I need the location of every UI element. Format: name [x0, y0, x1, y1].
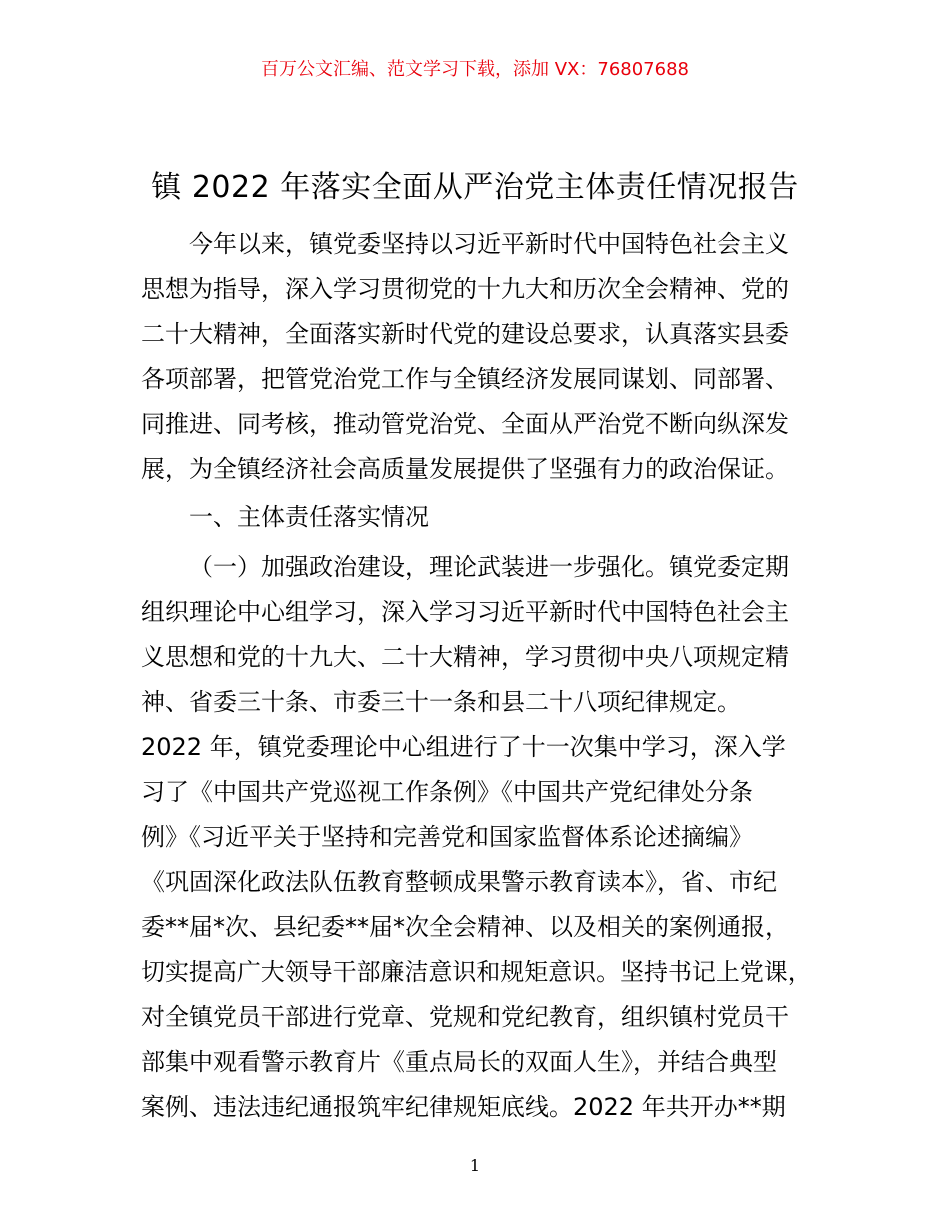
paragraph-line: 各项部署，把管党治党工作与全镇经济发展同谋划、同部署、: [141, 365, 789, 393]
paragraph-line: 义思想和党的十九大、二十大精神，学习贯彻中央八项规定精: [141, 643, 789, 671]
paragraph-line: 展，为全镇经济社会高质量发展提供了坚强有力的政治保证。: [141, 455, 789, 483]
paragraph-line: 今年以来，镇党委坚持以习近平新时代中国特色社会主义: [189, 230, 789, 258]
paragraph-line: 同推进、同考核，推动管党治党、全面从严治党不断向纵深发: [141, 410, 789, 438]
paragraph-line: 思想为指导，深入学习贯彻党的十九大和历次全会精神、党的: [141, 275, 789, 303]
paragraph-line: 组织理论中心组学习，深入学习习近平新时代中国特色社会主: [141, 598, 789, 626]
paragraph-line: 神、省委三十条、市委三十一条和县二十八项纪律规定。: [141, 688, 741, 716]
paragraph-line: 案例、违法违纪通报筑牢纪律规矩底线。2022 年共开办**期: [141, 1093, 786, 1121]
paragraph-line: 对全镇党员干部进行党章、党规和党纪教育，组织镇村党员干: [141, 1003, 789, 1031]
paragraph-line: 《巩固深化政法队伍教育整顿成果警示教育读本》，省、市纪: [141, 868, 777, 896]
page-number: 1: [469, 1156, 481, 1175]
promo-header: 百万公文汇编、范文学习下载，添加 VX：76807688: [261, 59, 689, 80]
paragraph-line: 2022 年，镇党委理论中心组进行了十一次集中学习，深入学: [141, 733, 786, 761]
paragraph-line: 切实提高广大领导干部廉洁意识和规矩意识。坚持书记上党课，: [141, 958, 812, 986]
paragraph-line: 二十大精神，全面落实新时代党的建设总要求，认真落实县委: [141, 320, 789, 348]
paragraph-line: 习了《中国共产党巡视工作条例》《中国共产党纪律处分条: [141, 778, 753, 806]
paragraph-line: 例》《习近平关于坚持和完善党和国家监督体系论述摘编》: [141, 823, 753, 851]
paragraph-line: （一）加强政治建设，理论武装进一步强化。镇党委定期: [189, 553, 789, 581]
paragraph-line: 部集中观看警示教育片《重点局长的双面人生》，并结合典型: [141, 1048, 777, 1076]
document-title: 镇 2022 年落实全面从严治党主体责任情况报告: [151, 170, 799, 205]
paragraph-line: 委**届*次、县纪委**届*次全会精神、以及相关的案例通报，: [141, 913, 789, 941]
section-heading: 一、主体责任落实情况: [189, 503, 429, 531]
